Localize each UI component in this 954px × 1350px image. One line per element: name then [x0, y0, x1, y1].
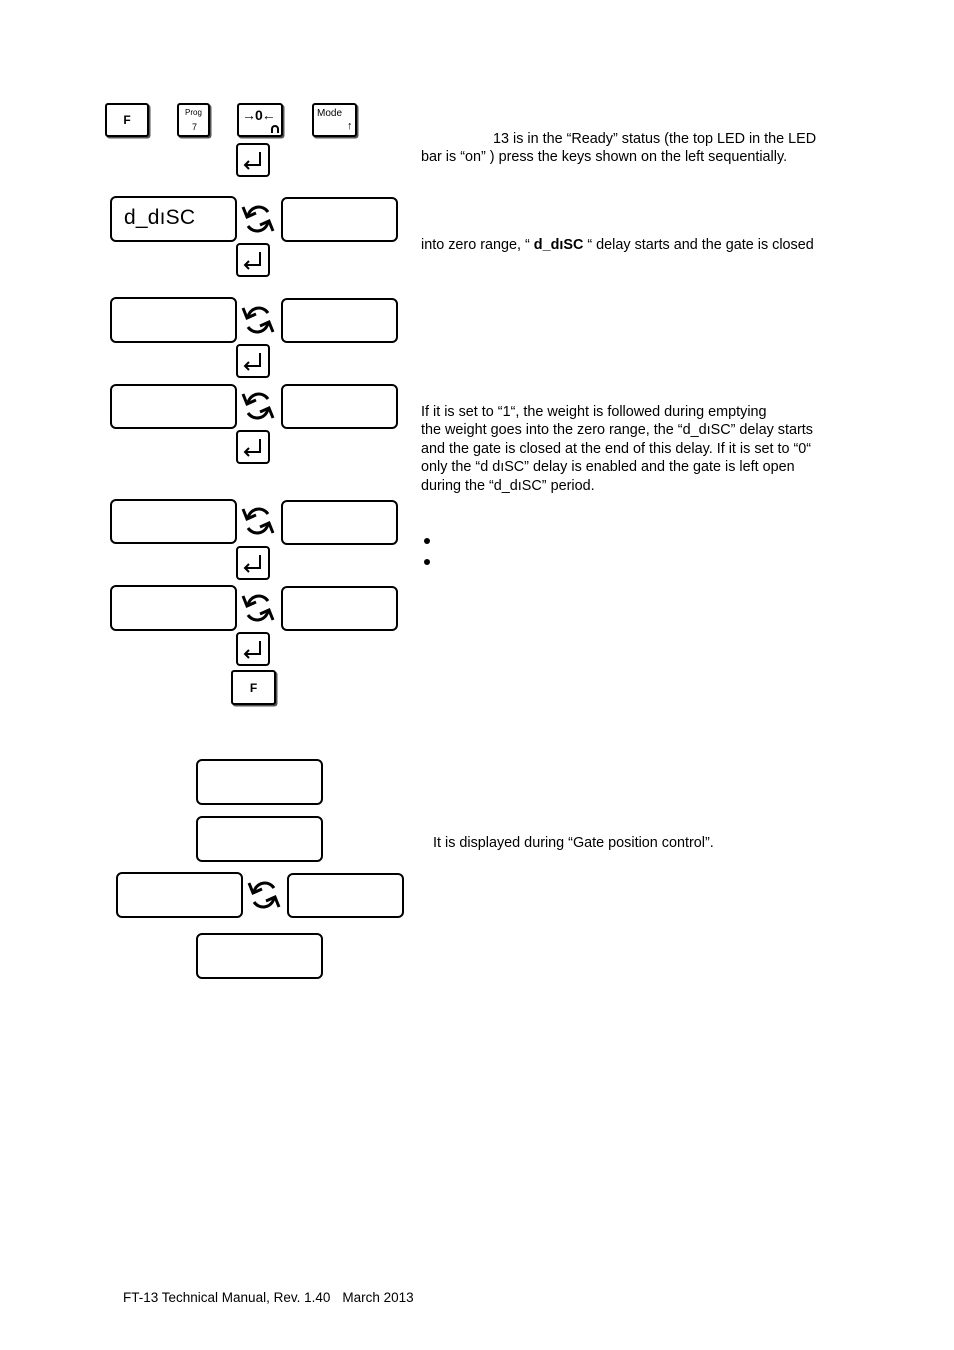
- cycle-arrows-icon: [240, 388, 276, 424]
- prog-key-digit: 7: [192, 122, 198, 132]
- gate-display-1: [196, 759, 323, 805]
- mode-key-label: Mode: [317, 108, 343, 119]
- enter-key-icon[interactable]: [236, 243, 270, 277]
- enter-key-icon[interactable]: [236, 632, 270, 666]
- enter-key-icon[interactable]: [236, 344, 270, 378]
- prog-key-label: Prog: [185, 108, 202, 117]
- display-parameter-text: d_dıSC: [124, 206, 196, 229]
- bullet-point: [424, 538, 430, 544]
- prog-key[interactable]: [177, 103, 210, 137]
- gate-display-3-left: [116, 872, 243, 918]
- tare-arc-icon: [270, 124, 280, 134]
- footer-date: March 2013: [342, 1290, 414, 1305]
- display-value: [281, 586, 398, 631]
- zero-range-text: [421, 236, 814, 254]
- cycle-arrows-icon: [240, 503, 276, 539]
- follow-line-1: If it is set to “1“, the weight is followed during emptying: [421, 404, 767, 420]
- display-parameter: [110, 499, 237, 544]
- display-value: [281, 500, 398, 545]
- display-value: [281, 197, 398, 242]
- follow-line-5: during the “d_dıSC” period.: [421, 478, 595, 494]
- mode-key-arrow: ↑: [347, 120, 353, 132]
- footer-manual: FT-13 Technical Manual, Rev. 1.40: [123, 1290, 331, 1305]
- zero-range-post: “ delay starts and the gate is closed: [583, 237, 814, 253]
- zero-range-bold: d_dıSC: [533, 237, 584, 253]
- footer: [123, 1290, 414, 1305]
- f-key[interactable]: F: [105, 103, 149, 137]
- mode-key[interactable]: [312, 103, 357, 137]
- display-parameter: [110, 297, 237, 343]
- cycle-arrows-icon: [240, 590, 276, 626]
- gate-position-text: It is displayed during “Gate position control”.: [433, 835, 714, 851]
- enter-key-icon[interactable]: [236, 143, 270, 177]
- gate-display-3-right: [287, 873, 404, 918]
- cycle-arrows-icon: [240, 201, 276, 237]
- display-parameter: [110, 585, 237, 631]
- zero-key[interactable]: [237, 103, 283, 137]
- cycle-arrows-icon: [246, 877, 282, 913]
- bullet-point: [424, 559, 430, 565]
- zero-range-pre: into zero range, “: [421, 237, 534, 253]
- display-parameter: [110, 196, 237, 242]
- gate-display-4: [196, 933, 323, 979]
- f-key-bottom[interactable]: F: [231, 670, 276, 705]
- enter-key-icon[interactable]: [236, 546, 270, 580]
- display-value: [281, 384, 398, 429]
- display-parameter: [110, 384, 237, 429]
- zero-key-label: →0←: [242, 107, 275, 123]
- ready-line-1: 13 is in the “Ready” status (the top LED in the LED: [493, 131, 817, 147]
- follow-line-3: and the gate is closed at the end of this delay. If it is set to “0“: [421, 441, 812, 457]
- follow-line-4: only the “d dıSC” delay is enabled and the gate is left open: [421, 459, 795, 475]
- enter-key-icon[interactable]: [236, 430, 270, 464]
- cycle-arrows-icon: [240, 302, 276, 338]
- follow-line-2: the weight goes into the zero range, the “d_dıSC” delay starts: [421, 422, 813, 438]
- ready-line-2: bar is “on” ) press the keys shown on the left sequentially.: [421, 149, 788, 165]
- display-value: [281, 298, 398, 343]
- gate-display-2: [196, 816, 323, 862]
